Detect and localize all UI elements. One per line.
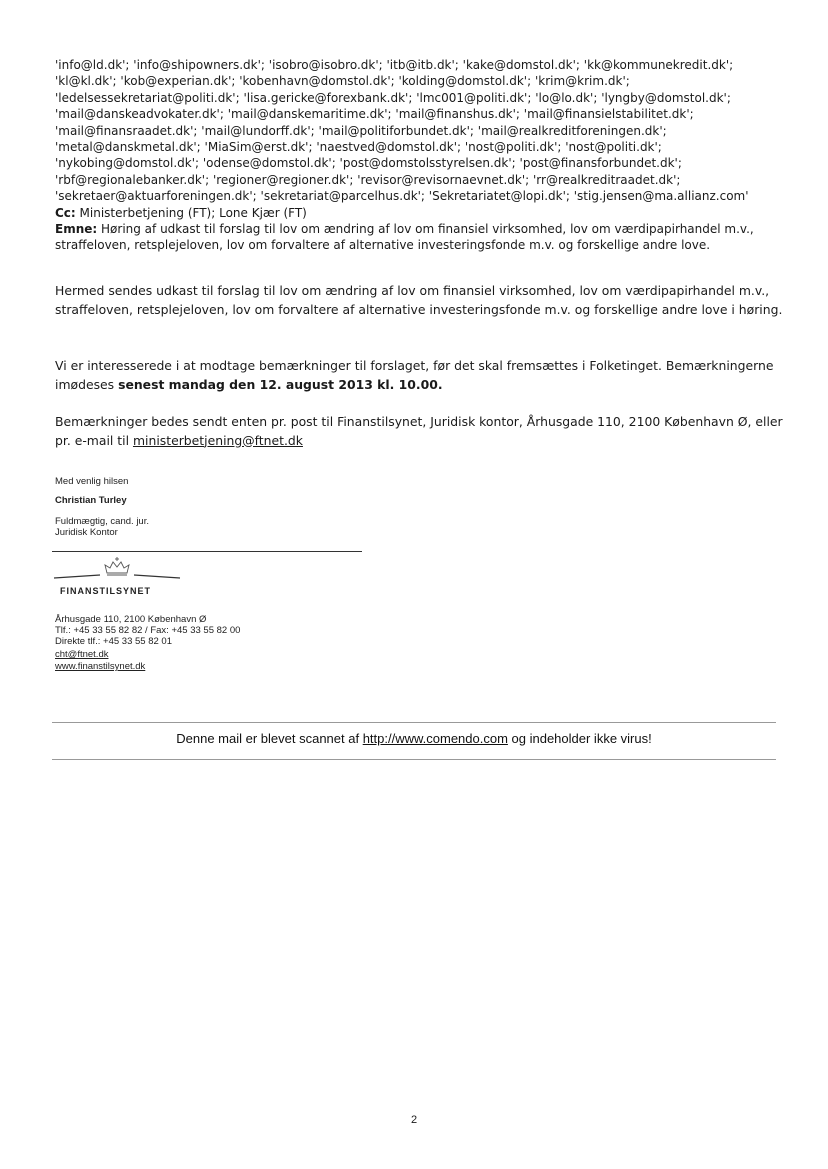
cc-label: Cc: xyxy=(55,205,76,220)
submission-email-link[interactable]: ministerbetjening@ftnet.dk xyxy=(132,432,303,448)
recipient-line: 'mail@finansraadet.dk'; 'mail@lundorff.dk'; 'mail@politiforbundet.dk'; 'mail@realkreditforeningen.dk'; xyxy=(55,123,667,138)
recipient-line: 'info@ld.dk'; 'info@shipowners.dk'; 'isobro@isobro.dk'; 'itb@itb.dk'; 'kake@domstol.dk'; 'kk@kommunekredit.dk'; xyxy=(55,58,734,72)
signature-email-link[interactable]: cht@ftnet.dk xyxy=(55,649,109,660)
recipient-line: 'ledelsessekretariat@politi.dk'; 'lisa.gericke@forexbank.dk'; 'lmc001@politi.dk'; 'lo@lo.dk'; 'lyngby@domstol.dk'; xyxy=(55,90,731,105)
recipient-line: 'nykobing@domstol.dk'; 'odense@domstol.dk'; 'post@domstolsstyrelsen.dk'; 'post@finansforbundet.dk'; xyxy=(55,156,682,171)
body-paragraph-3 xyxy=(55,413,785,450)
subject-label: Emne: xyxy=(55,222,98,237)
comendo-link[interactable]: http://www.comendo.com xyxy=(362,731,508,746)
recipient-line: 'kl@kl.dk'; 'kob@experian.dk'; 'kobenhavn@domstol.dk'; 'kolding@domstol.dk'; 'krim@krim.dk'; xyxy=(55,74,630,89)
signature-divider xyxy=(52,551,362,552)
recipient-line: 'metal@danskmetal.dk'; 'MiaSim@erst.dk'; 'naestved@domstol.dk'; 'nost@politi.dk'; 'nost@politi.dk'; xyxy=(55,140,662,155)
recipients-block xyxy=(55,57,800,254)
recipient-line: 'rbf@regionalebanker.dk'; 'regioner@regioner.dk'; 'revisor@revisornaevnet.dk'; 'rr@realkreditraadet.dk'; xyxy=(55,172,681,187)
signature-title: Fuldmægtig, cand. jur. xyxy=(55,516,149,527)
recipient-line: 'sekretaer@aktuarforeningen.dk'; 'sekretariat@parcelhus.dk'; 'Sekretariatet@lopi.dk'; 'stig.jensen@ma.allianz.com' xyxy=(55,189,749,204)
phone-fax-line: Tlf.: +45 33 55 82 82 / Fax: +45 33 55 82 00 xyxy=(55,625,241,636)
footer-top-rule xyxy=(52,722,776,723)
virus-scan-notice xyxy=(0,731,828,746)
footer-bottom-rule xyxy=(52,759,776,760)
page-number: 2 xyxy=(410,1114,418,1126)
submission-text: Bemærkninger bedes sendt enten pr. post til Finanstilsynet, Juridisk kontor, Århusgade 110, 2100 København Ø, eller pr. e-mail til xyxy=(55,414,783,448)
website-link[interactable]: www.finanstilsynet.dk xyxy=(55,661,146,672)
deadline-date: senest mandag den 12. august 2013 kl. 10.00. xyxy=(118,376,443,392)
notice-text-start: Denne mail er blevet scannet af xyxy=(176,731,363,746)
signature-name: Christian Turley xyxy=(55,495,127,506)
cc-line xyxy=(55,205,800,221)
cc-value: Ministerbetjening (FT); Lone Kjær (FT) xyxy=(79,205,307,220)
body-paragraph-2 xyxy=(55,357,785,394)
signature-department: Juridisk Kontor xyxy=(55,527,118,538)
recipient-line: 'mail@danskeadvokater.dk'; 'mail@danskemaritime.dk'; 'mail@finanshus.dk'; 'mail@finansielstabilitet.dk'; xyxy=(55,107,694,122)
subject-value: Høring af udkast til forslag til lov om ændring af lov om finansiel virksomhed, lov om værdipapirhandel m.v., straffeloven, retsplejeloven, lov om forvaltere af alternative investeringsfonde m.v. og forskellige andre love. xyxy=(55,222,754,253)
signature-greeting: Med venlig hilsen xyxy=(55,476,129,487)
direct-phone-line: Direkte tlf.: +45 33 55 82 01 xyxy=(55,636,172,647)
subject-line xyxy=(55,221,775,254)
deadline-text: Vi er interesserede i at modtage bemærkninger til forslaget, før det skal fremsættes i Folketinget. Bemærkningerne imødeses xyxy=(55,358,774,392)
crown-logo-icon xyxy=(52,556,182,582)
org-name: FINANSTILSYNET xyxy=(60,586,152,596)
address-line: Århusgade 110, 2100 København Ø xyxy=(55,614,207,625)
notice-text-end: og indeholder ikke virus! xyxy=(507,731,652,746)
body-paragraph-1: Hermed sendes udkast til forslag til lov om ændring af lov om finansiel virksomhed, lov om værdipapirhandel m.v., straffeloven, retsplejeloven, lov om forvaltere af alternative investeringsfonde m.v. og forskellige andre love i høring. xyxy=(55,283,783,317)
